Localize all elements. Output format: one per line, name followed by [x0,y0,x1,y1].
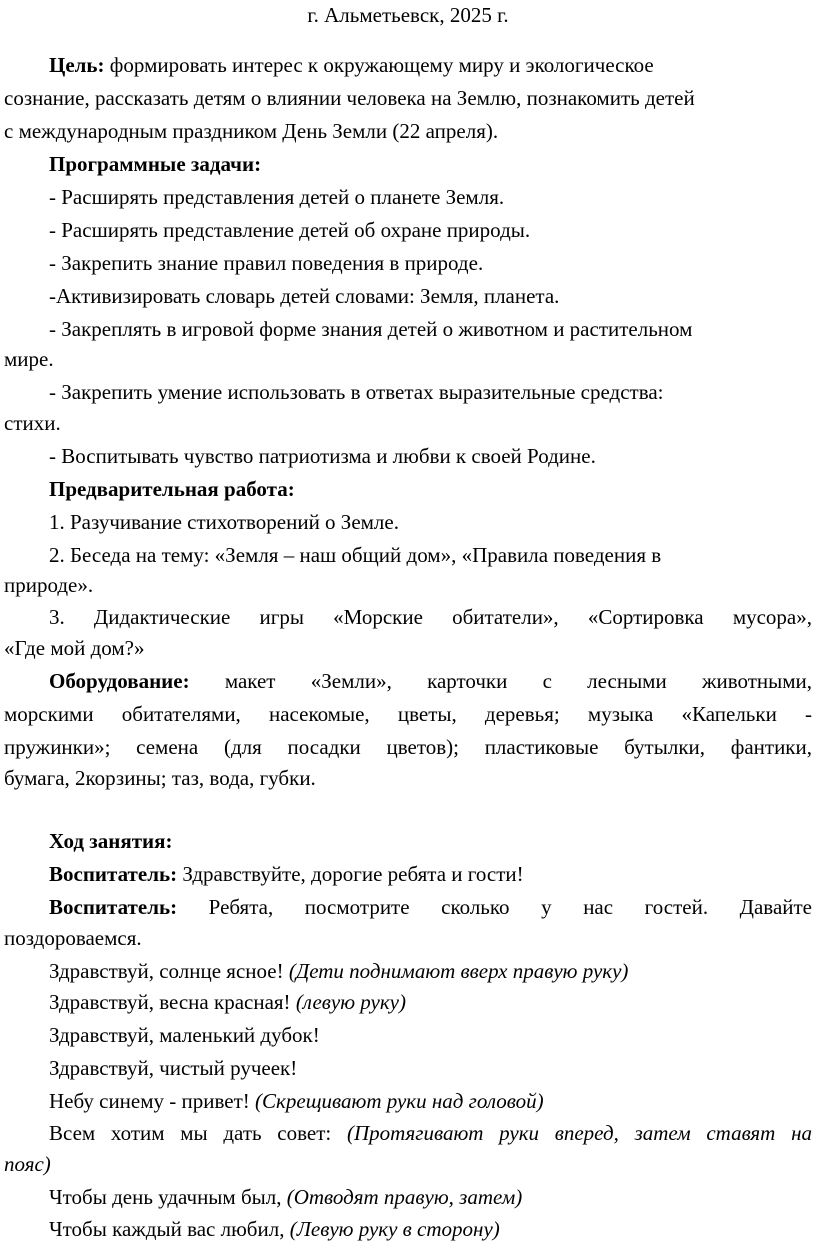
teacher-line-2-cont: поздороваемся. [4,926,142,950]
verse-note: пояс) [4,1152,51,1176]
verse-line [49,1020,812,1050]
verse-line [49,1053,812,1083]
verse-text: Здравствуй, маленький дубок! [49,1023,320,1047]
equipment-line-3: пружинки»; семена (для посадки цветов); пластиковые бутылки, фантики, [4,735,812,759]
teacher-label: Воспитатель: [49,862,178,886]
verse-text: Небу синему - привет! [49,1089,256,1113]
verse-note: (левую руку) [295,990,406,1014]
goal-line-2: сознание, рассказать детям о влиянии человека на Землю, познакомить детей [4,86,695,110]
task-item: - Расширять представления детей о планете Земля. [49,185,505,209]
task-item: - Расширять представление детей об охране природы. [49,218,531,242]
verse-text: Здравствуй, чистый ручеек! [49,1056,298,1080]
verse-line [49,1214,812,1244]
verse-line [49,1118,812,1148]
prelim-heading [49,474,812,504]
prelim-item: 1. Разучивание стихотворений о Земле. [49,510,399,534]
prelim-item: 2. Беседа на тему: «Земля – наш общий дом», «Правила поведения в [49,543,662,567]
verse-line [49,956,812,986]
lesson-heading-text: Ход занятия: [49,829,173,853]
verse-note: (Дети поднимают вверх правую руку) [288,959,629,983]
prelim-item-cont: «Где мой дом?» [4,636,145,660]
tasks-heading-text: Программные задачи: [49,152,262,176]
task-item-cont: стихи. [4,411,61,435]
prelim-item-cont: природе». [4,573,94,597]
task-item: - Закрепить умение использовать в ответах выразительные средства: [49,380,664,404]
equipment-text-1: макет «Земли», карточки с лесными животными, [189,669,812,693]
task-item-cont: мире. [4,347,54,371]
goal-label: Цель: [49,53,105,77]
goal-line-1 [49,50,812,80]
equipment-label: Оборудование: [49,669,190,693]
goal-text-1: формировать интерес к окружающему миру и экологическое [104,53,654,77]
goal-line-3: с международным праздником День Земли (22 апреля). [4,119,499,143]
equipment-line-1 [49,666,812,696]
task-item: -Активизировать словарь детей словами: Земля, планета. [49,284,560,308]
verse-note: (Отводят правую, затем) [286,1185,523,1209]
task-item: - Закрепить знание правил поведения в природе. [49,251,484,275]
verse-text: Здравствуй, солнце ясное! [49,959,289,983]
verse-text: Чтобы каждый вас любил, [49,1217,290,1241]
prelim-item: 3. Дидактические игры «Морские обитатели», «Сортировка мусора», [49,605,812,629]
teacher-text-2: Ребята, посмотрите сколько у нас гостей. Давайте [177,895,812,919]
task-item: - Закреплять в игровой форме знания детей о животном и растительном [49,317,693,341]
verse-note: (Протягивают руки вперед, затем ставят на [346,1121,812,1145]
verse-text: Всем хотим мы дать совет: [49,1121,347,1145]
equipment-line-4: бумага, 2корзины; таз, вода, губки. [4,766,316,790]
tasks-heading [49,149,812,179]
equipment-line-2: морскими обитателями, насекомые, цветы, деревья; музыка «Капельки - [4,702,812,726]
teacher-label: Воспитатель: [49,895,178,919]
verse-text: Здравствуй, весна красная! [49,990,296,1014]
verse-line [49,987,812,1017]
verse-note: (Скрещивают руки над головой) [255,1089,544,1113]
verse-line-cont [4,1149,812,1179]
verse-note: (Левую руку в сторону) [289,1217,500,1241]
task-item: - Воспитывать чувство патриотизма и любви к своей Родине. [49,444,596,468]
location-year: г. Альметьевск, 2025 г. [307,3,509,27]
verse-text: Чтобы день удачным был, [49,1185,287,1209]
verse-line [49,1086,812,1116]
prelim-heading-text: Предварительная работа: [49,477,295,501]
teacher-line-1 [49,859,812,889]
verse-line [49,1182,812,1212]
lesson-heading [49,826,812,856]
teacher-greeting: Здравствуйте, дорогие ребята и гости! [177,862,524,886]
teacher-line-2 [49,892,812,922]
